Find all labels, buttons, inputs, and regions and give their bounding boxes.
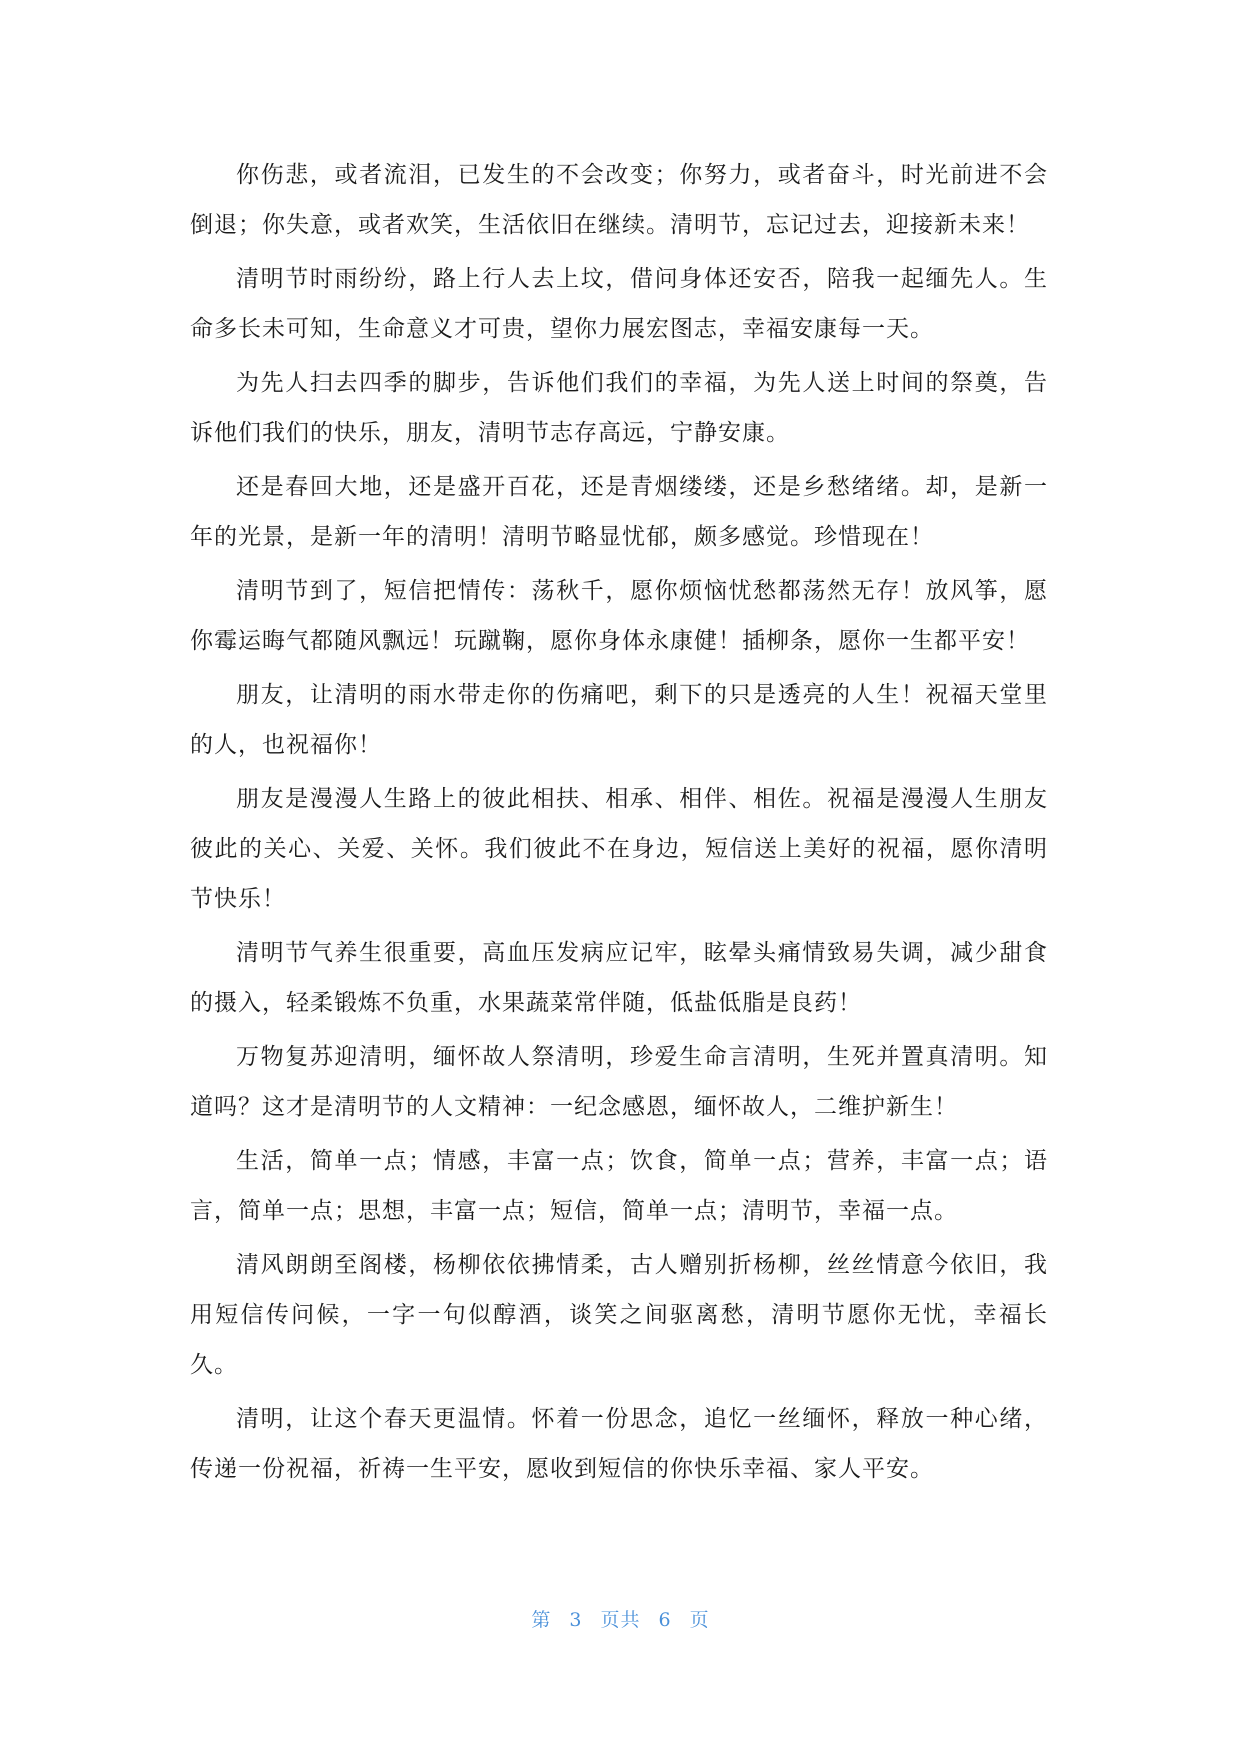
current-page-number: 3 <box>569 1609 583 1631</box>
paragraph-2: 清明节时雨纷纷，路上行人去上坟，借问身体还安否，陪我一起缅先人。生命多长未可知，生命意义才可贵，望你力展宏图志，幸福安康每一天。 <box>190 266 1048 342</box>
document-body <box>190 150 1048 1498</box>
paragraph-4: 还是春回大地，还是盛开百花，还是青烟缕缕，还是乡愁绪绪。却，是新一年的光景，是新一年的清明！清明节略显忧郁，颇多感觉。珍惜现在！ <box>190 474 1048 550</box>
paragraph-7: 朋友是漫漫人生路上的彼此相扶、相承、相伴、相佐。祝福是漫漫人生朋友彼此的关心、关爱、关怀。我们彼此不在身边，短信送上美好的祝福，愿你清明节快乐！ <box>190 786 1048 912</box>
footer-middle: 页共 <box>600 1609 641 1631</box>
paragraph-5: 清明节到了，短信把情传：荡秋千，愿你烦恼忧愁都荡然无存！放风筝，愿你霉运晦气都随风飘远！玩蹴鞠，愿你身体永康健！插柳条，愿你一生都平安！ <box>190 578 1048 654</box>
paragraph-11: 清风朗朗至阁楼，杨柳依依拂情柔，古人赠别折杨柳，丝丝情意今依旧，我用短信传问候，一字一句似醇酒，谈笑之间驱离愁，清明节愿你无忧，幸福长久。 <box>190 1252 1048 1378</box>
paragraph-12: 清明，让这个春天更温情。怀着一份思念，追忆一丝缅怀，释放一种心绪，传递一份祝福，祈祷一生平安，愿收到短信的你快乐幸福、家人平安。 <box>190 1406 1048 1482</box>
paragraph-8: 清明节气养生很重要，高血压发病应记牢，眩晕头痛情致易失调，减少甜食的摄入，轻柔锻炼不负重，水果蔬菜常伴随，低盐低脂是良药！ <box>190 940 1048 1016</box>
paragraph-1: 你伤悲，或者流泪，已发生的不会改变；你努力，或者奋斗，时光前进不会倒退；你失意，或者欢笑，生活依旧在继续。清明节，忘记过去，迎接新未来！ <box>190 162 1048 238</box>
total-page-count: 6 <box>658 1609 672 1631</box>
paragraph-9: 万物复苏迎清明，缅怀故人祭清明，珍爱生命言清明，生死并置真清明。知道吗？这才是清明节的人文精神：一纪念感恩，缅怀故人，二维护新生！ <box>190 1044 1048 1120</box>
paragraph-6: 朋友，让清明的雨水带走你的伤痛吧，剩下的只是透亮的人生！祝福天堂里的人，也祝福你！ <box>190 682 1048 758</box>
paragraph-10: 生活，简单一点；情感，丰富一点；饮食，简单一点；营养，丰富一点；语言，简单一点；思想，丰富一点；短信，简单一点；清明节，幸福一点。 <box>190 1148 1048 1224</box>
footer-prefix: 第 <box>531 1609 552 1631</box>
page-footer <box>0 1605 1241 1632</box>
footer-suffix: 页 <box>689 1609 710 1631</box>
paragraph-3: 为先人扫去四季的脚步，告诉他们我们的幸福，为先人送上时间的祭奠，告诉他们我们的快乐，朋友，清明节志存高远，宁静安康。 <box>190 370 1048 446</box>
